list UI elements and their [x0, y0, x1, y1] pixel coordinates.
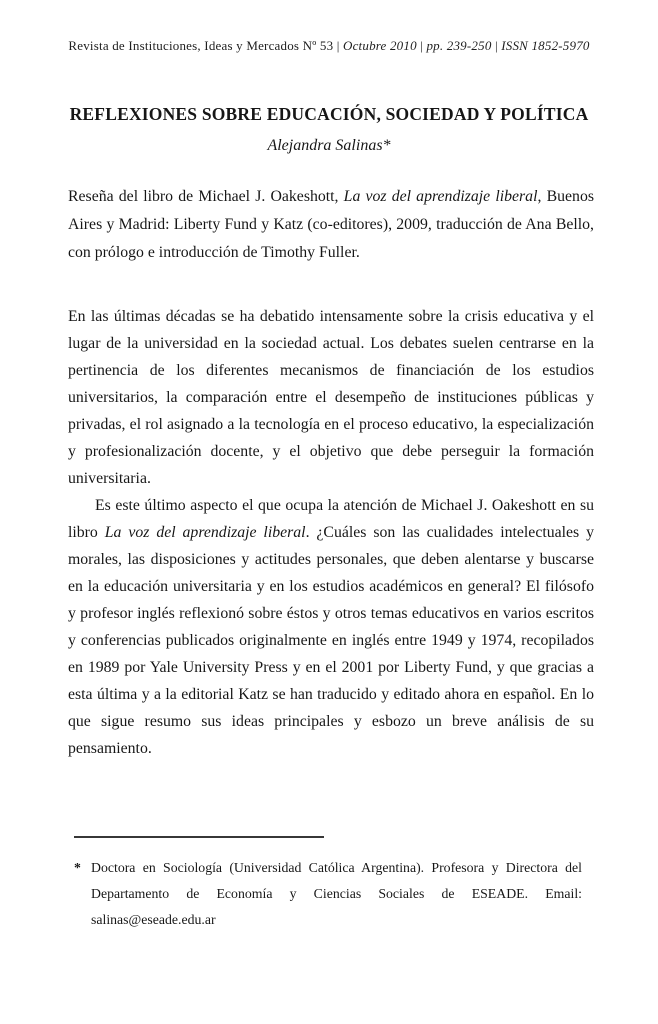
journal-header	[0, 38, 658, 54]
journal-name: Revista de Instituciones, Ideas y Mercados Nº 53	[68, 38, 334, 53]
body-paragraph-2-before: Es este último aspecto el que ocupa la atención de Michael J. Oakeshott en su libro	[68, 497, 594, 541]
review-note-text-after: , Buenos Aires y Madrid: Liberty Fund y Katz (co-editores), 2009, traducción de Ana Bello, con prólogo e introducción de Timothy Fuller.	[68, 188, 594, 261]
book-title-inline: La voz del aprendizaje liberal	[104, 524, 306, 541]
body-paragraph-2	[68, 492, 594, 762]
header-separator-2: |	[416, 38, 427, 53]
body-paragraph-2-after: . ¿Cuáles son las cualidades intelectuales y morales, las disposiciones y actitudes personales, que deben alentarse y buscarse en la educación universitaria y en los estudios académicos en general? El filósofo y profesor inglés reflexionó sobre éstos y otros temas educativos en varios escritos y conferencias publicados originalmente en inglés entre 1949 y 1974, recopilados en 1989 por Yale University Press y en el 2001 por Liberty Fund, y que gracias a esta última y a la editorial Katz se han traducido y editado ahora en español. En lo que sigue resumo sus ideas principales y esbozo un breve análisis de su pensamiento.	[68, 524, 594, 757]
article-body	[68, 303, 594, 762]
author-name: Alejandra Salinas*	[267, 137, 391, 154]
issn: ISSN 1852-5970	[501, 38, 590, 53]
footnote-marker: *	[74, 860, 81, 875]
article-title: REFLEXIONES SOBRE EDUCACIÓN, SOCIEDAD Y POLÍTICA	[69, 103, 589, 124]
author-footnote	[74, 855, 582, 933]
issue-date: Octubre 2010	[343, 38, 417, 53]
header-separator-3: |	[491, 38, 502, 53]
body-paragraph-1: En las últimas décadas se ha debatido intensamente sobre la crisis educativa y el lugar de la universidad en la sociedad actual. Los debates suelen centrarse en la pertinencia de los diferentes mecanismos de financiación de los estudios universitarios, la comparación entre el desempeño de instituciones públicas y privadas, el rol asignado a la tecnología en el proceso educativo, la especialización y profesionalización docente, y el objetivo que debe perseguir la formación universitaria.	[68, 308, 594, 487]
review-note	[68, 183, 594, 267]
page-range: pp. 239-250	[426, 38, 492, 53]
footnote-text: Doctora en Sociología (Universidad Católica Argentina). Profesora y Directora del Departamento de Economía y Ciencias Sociales de ESEADE. Email: salinas@eseade.edu.ar	[91, 860, 582, 927]
header-separator-1: |	[333, 38, 343, 53]
footnote-separator-rule	[74, 836, 324, 838]
review-note-text-before: Reseña del libro de Michael J. Oakeshott,	[68, 188, 344, 205]
book-title: La voz del aprendizaje liberal	[343, 188, 538, 205]
